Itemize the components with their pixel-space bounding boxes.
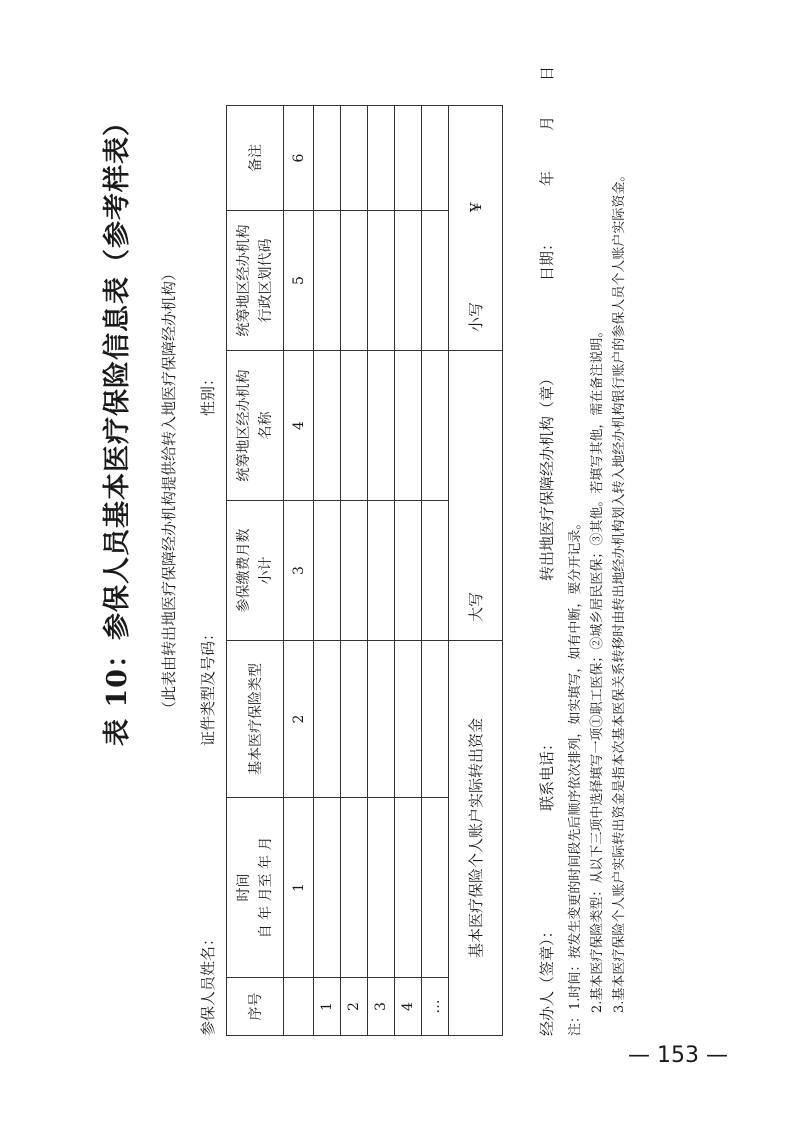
table-cell: [395, 501, 422, 641]
table-cell: [422, 106, 449, 211]
table-cell: [341, 211, 368, 351]
table-cell: [395, 211, 422, 351]
table-cell: [341, 501, 368, 641]
table-cell: [314, 641, 341, 798]
row-seq: 3: [368, 978, 395, 1036]
table-cell: [341, 351, 368, 501]
table-cell: [341, 106, 368, 211]
header-org-code-line2: 行政区划代码: [258, 238, 274, 323]
table-cell: [395, 641, 422, 798]
date-label: 日期：: [538, 235, 556, 281]
fund-upper-label: 大写: [467, 591, 485, 622]
table-cell: [368, 641, 395, 798]
fund-label: 基本医疗保险个人账户实际转出资金: [449, 641, 503, 1036]
header-time-line2: 自 年 月至 年 月: [258, 836, 274, 939]
fund-lower-label: 小写: [467, 301, 485, 332]
table-cell: [422, 211, 449, 351]
header-org-code-line1: 统筹地区经办机构: [236, 224, 252, 337]
header-months: [227, 501, 284, 641]
header-months-line1: 参保缴费月数: [236, 528, 252, 613]
fund-row: [449, 106, 503, 1036]
row-seq: …: [422, 978, 449, 1036]
table-cell: [368, 106, 395, 211]
table-cell: [422, 798, 449, 978]
table-cell: [368, 351, 395, 501]
table-cell: [341, 641, 368, 798]
table-cell: [368, 501, 395, 641]
page-title: 表 10：参保人员基本医疗保险信息表（参考样表）: [102, 108, 133, 746]
column-number: 2: [284, 641, 314, 798]
name-field-label: 参保人员姓名：: [199, 930, 217, 1036]
row-seq: 4: [395, 978, 422, 1036]
table-cell: [395, 106, 422, 211]
header-insurance-type: 基本医疗保险类型: [227, 641, 284, 798]
gender-field-label: 性别：: [199, 370, 217, 416]
column-number-empty: [284, 978, 314, 1036]
handler-label: 经办人（签章）：: [538, 923, 556, 1036]
header-seq: 序号: [227, 978, 284, 1036]
table-row: [341, 106, 368, 1036]
table-cell: [314, 351, 341, 501]
page-number: — 153 —: [628, 1043, 728, 1068]
header-org-name-line2: 名称: [258, 411, 274, 440]
table-cell: [422, 501, 449, 641]
table-cell: [314, 798, 341, 978]
table-cell: [314, 211, 341, 351]
fund-upper-cell: [449, 351, 503, 641]
header-org-name-line1: 统筹地区经办机构: [236, 369, 252, 482]
date-year: 年: [538, 170, 556, 186]
fund-lower-cell: [449, 106, 503, 351]
table-cell: [314, 106, 341, 211]
row-seq: 1: [314, 978, 341, 1036]
table-cell: [422, 641, 449, 798]
date-month: 月: [538, 115, 556, 131]
table-row: [395, 106, 422, 1036]
org-seal-label: 转出地医疗保障经办机构（章）: [538, 370, 556, 581]
table-cell: [368, 211, 395, 351]
table-row: [368, 106, 395, 1036]
note-2: 2.基本医疗保险类型：从以下三项中选择填写一项①职工医保；②城乡居民医保；③其他。若填写其他，需在备注说明。: [590, 324, 605, 1013]
insurance-info-table: [226, 105, 503, 1036]
table-row: [314, 106, 341, 1036]
column-number: 1: [284, 798, 314, 978]
table-cell: [314, 501, 341, 641]
table-cell: [395, 798, 422, 978]
header-org-name: [227, 351, 284, 501]
id-field-label: 证件类型及号码：: [199, 625, 217, 746]
column-number: 6: [284, 106, 314, 211]
column-number: 3: [284, 501, 314, 641]
column-number: 4: [284, 351, 314, 501]
table-cell: [395, 351, 422, 501]
rotated-sheet: [100, 56, 627, 1056]
note-1: 注：1.时间：按发生变更的时间段先后顺序依次排列，如实填写，如有中断，要分开记录。: [568, 516, 583, 1036]
header-remark: 备注: [227, 106, 284, 211]
header-time-line1: 时间: [236, 873, 252, 902]
header-org-code: [227, 211, 284, 351]
subtitle: （此表由转出地医疗保障经办机构提供给转入地医疗保障经办机构）: [160, 265, 178, 716]
currency-symbol: ¥: [467, 202, 485, 212]
note-3: 3.基本医疗保险个人账户实际转出资金是指本次基本医保关系转移时由转出地经办机构划入转入地经办机构银行账户的参保人员个人账户实际资金。: [612, 168, 627, 1013]
row-seq: 2: [341, 978, 368, 1036]
table-cell: [368, 798, 395, 978]
table-row: [422, 106, 449, 1036]
header-months-line2: 小计: [258, 556, 274, 585]
column-number-row: [284, 106, 314, 1036]
table-header-row: [227, 106, 284, 1036]
phone-label: 联系电话：: [538, 735, 556, 811]
column-number: 5: [284, 211, 314, 351]
table-cell: [422, 351, 449, 501]
date-day: 日: [538, 65, 556, 81]
header-time: [227, 798, 284, 978]
table-cell: [341, 798, 368, 978]
